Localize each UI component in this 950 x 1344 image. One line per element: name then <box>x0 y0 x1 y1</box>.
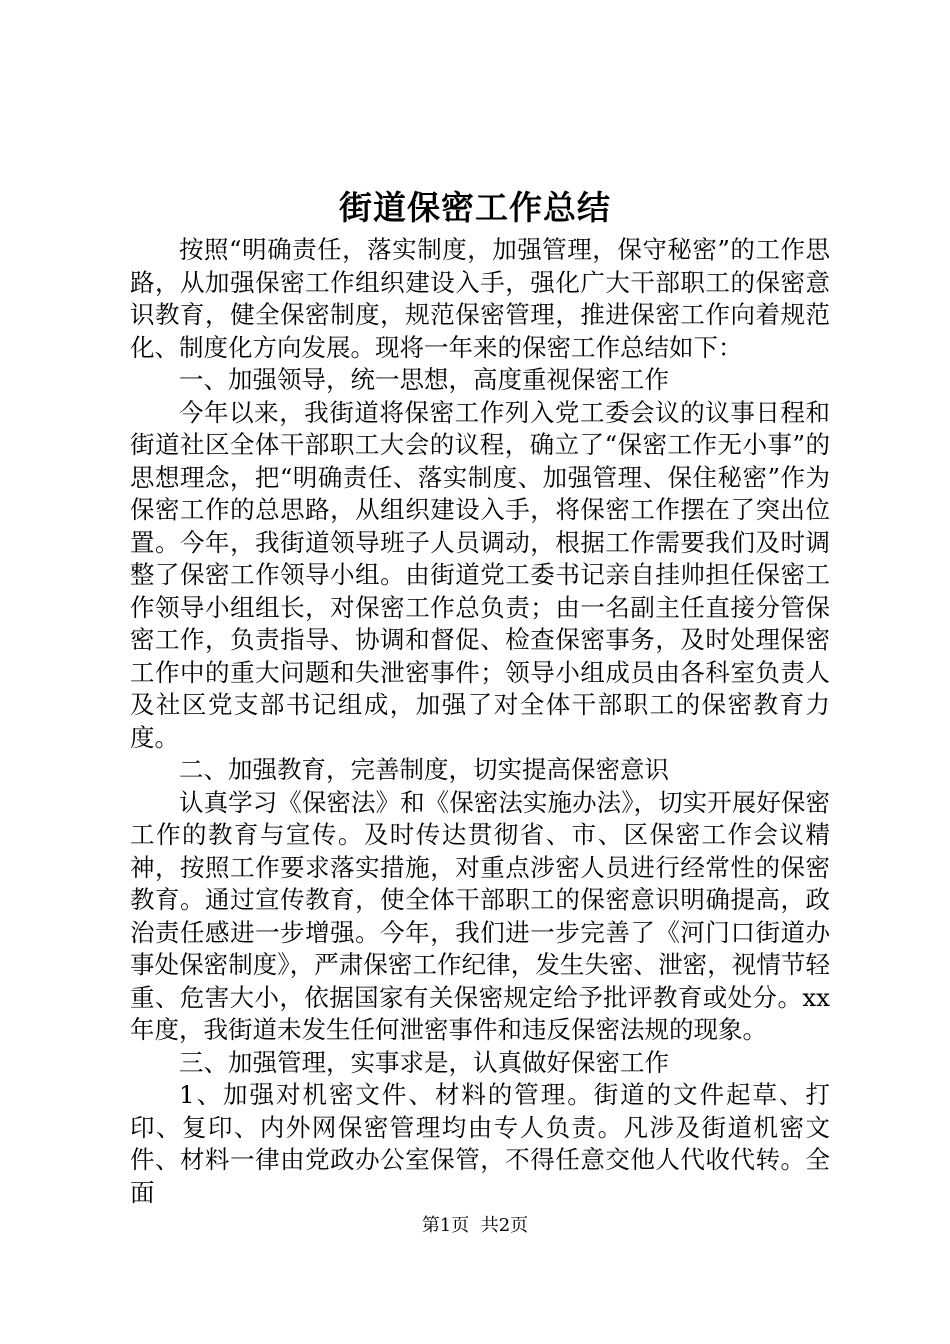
section-heading-2: 二、加强教育，完善制度，切实提高保密意识 <box>179 755 669 784</box>
page-number-current: 第1页 <box>421 1215 470 1236</box>
section-heading-1: 一、加强领导，统一思想，高度重视保密工作 <box>179 365 669 394</box>
intro-paragraph: 按照“明确责任，落实制度，加强管理，保守秘密”的工作思路，从加强保密工作组织建设入手，强化广大干部职工的保密意识教育，健全保密制度，规范保密管理，推进保密工作向着规范化、制度化方向发展。现将一年来的保密工作总结如下： <box>130 235 830 362</box>
page-number-total: 共2页 <box>480 1215 529 1236</box>
document-body <box>130 234 830 1209</box>
section-paragraph-2: 认真学习《保密法》和《保密法实施办法》，切实开展好保密工作的教育与宣传。及时传达贯彻省、市、区保密工作会议精神，按照工作要求落实措施，对重点涉密人员进行经常性的保密教育。通过宣传教育，使全体干部职工的保密意识明确提高，政治责任感进一步增强。今年，我们进一步完善了《河门口街道办事处保密制度》，严肃保密工作纪律，发生失密、泄密，视情节轻重、危害大小，依据国家有关保密规定给予批评教育或处分。xx年度，我街道未发生任何泄密事件和违反保密法规的现象。 <box>130 787 830 1044</box>
page-footer <box>0 1214 950 1238</box>
document-title: 街道保密工作总结 <box>339 188 611 227</box>
section-heading-3: 三、加强管理，实事求是，认真做好保密工作 <box>179 1047 669 1077</box>
section-paragraph-1: 今年以来，我街道将保密工作列入党工委会议的议事日程和街道社区全体干部职工大会的议程，确立了“保密工作无小事”的思想理念，把“明确责任、落实制度、加强管理、保住秘密”作为保密工作的总思路，从组织建设入手，将保密工作摆在了突出位置。今年，我街道领导班子人员调动，根据工作需要我们及时调整了保密工作领导小组。由街道党工委书记亲自挂帅担任保密工作领导小组组长，对保密工作总负责；由一名副主任直接分管保密工作，负责指导、协调和督促、检查保密事务，及时处理保密工作中的重大问题和失泄密事件；领导小组成员由各科室负责人及社区党支部书记组成，加强了对全体干部职工的保密教育力度。 <box>130 397 830 752</box>
section-paragraph-3: 1、加强对机密文件、材料的管理。街道的文件起草、打印、复印、内外网保密管理均由专人负责。凡涉及街道机密文件、材料一律由党政办公室保管，不得任意交他人代收代转。全面 <box>130 1080 830 1207</box>
